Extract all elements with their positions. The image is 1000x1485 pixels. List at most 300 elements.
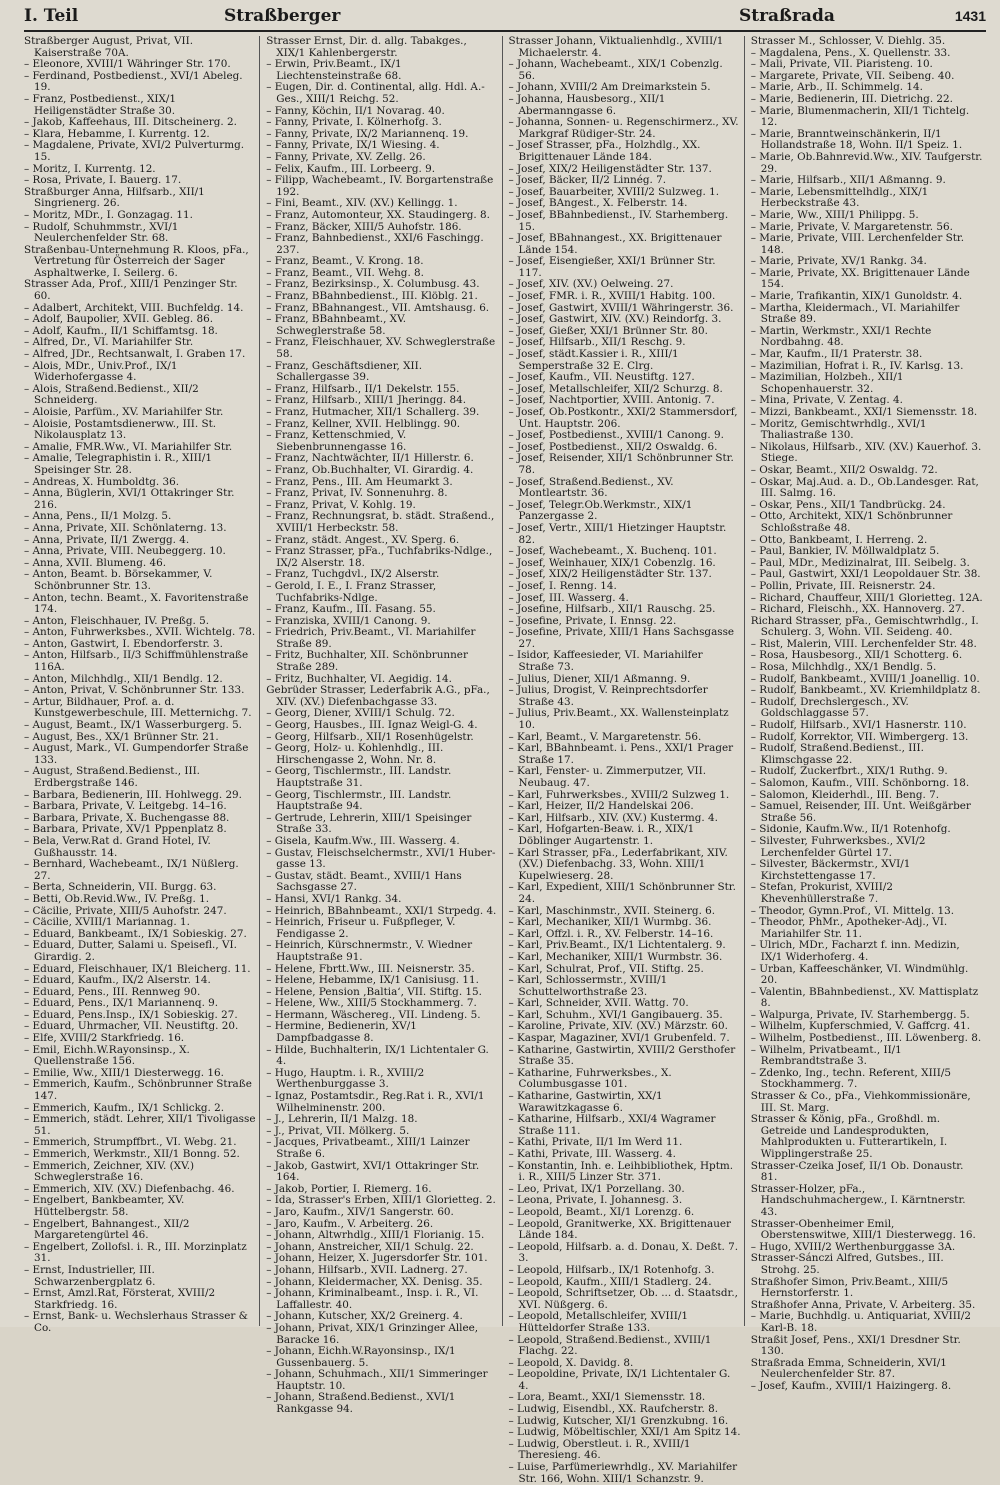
directory-entry: – Rudolf, Zuckerfbrt., XIX/1 Ruthg. 9. bbox=[750, 765, 948, 778]
directory-entry: – Emmerich, Zeichner, XIV. (XV.) Schweglerstraße 16. bbox=[24, 1159, 195, 1184]
directory-entry: Strasser Ada, Prof., XIII/1 Penzinger Str. 60. bbox=[24, 278, 238, 303]
directory-entry: – Josef, III. Wasserg. 4. bbox=[508, 591, 629, 604]
directory-entry: – Franz Strasser, pFa., Tuchfabriks-Ndlge., IX/2 Alserstr. 18. bbox=[266, 545, 493, 569]
directory-entry: – Anna, Pens., II/1 Molzg. 5. bbox=[24, 510, 172, 523]
directory-entry: – Heinrich, Friseur u. Fußpfleger, V. Fendigasse 2. bbox=[266, 916, 456, 940]
directory-entry: Strasser-Holzer, pFa., Handschuhmachergew., I. Kärntnerstr. 43. bbox=[750, 1182, 966, 1218]
directory-entry: – Jaro, Kaufm., XIV/1 Sangerstr. 60. bbox=[266, 1205, 454, 1218]
directory-entry: – Moritz, I. Kurrentg. 12. bbox=[24, 162, 156, 175]
directory-entry: Strasser Johann, Viktualienhdlg., XVIII/1 Michaelerstr. 4. bbox=[508, 35, 724, 59]
directory-entry: – Mina, Private, V. Zentag. 4. bbox=[750, 394, 903, 407]
directory-entry: – Mazimilian, Hofrat i. R., IV. Karlsg. 13. bbox=[750, 359, 964, 372]
directory-entry: – Marie, Ww., XIII/1 Philippg. 5. bbox=[750, 208, 919, 221]
directory-entry: – Emmerich, Strumpffbrt., VI. Webg. 21. bbox=[24, 1136, 237, 1149]
directory-entry: – Karl, Schlossermstr., XVIII/1 Schuttelworthstraße 23. bbox=[508, 974, 668, 998]
directory-entry: – Josef, Reisender, XII/1 Schönbrunner Str. 78. bbox=[508, 452, 734, 476]
directory-entry: – Eduard, Fleischhauer, IX/1 Bleicherg. 11. bbox=[24, 962, 251, 975]
directory-entry: – Anton, Beamt. b. Börsekammer, V. Schönbrunner Str. 13. bbox=[24, 568, 213, 592]
directory-entry: – Hugo, Hauptm. i. R., XVIII/2 Werthenburggasse 3. bbox=[266, 1066, 425, 1091]
directory-entry: – Leopold, X. Davidg. 8. bbox=[508, 1356, 634, 1369]
directory-entry: – Josef, Metallschleifer, XII/2 Schurzg. 8. bbox=[508, 382, 723, 395]
directory-entry: – Franz, Privat, V. Kohlg. 19. bbox=[266, 498, 416, 511]
directory-entry: – Emmerich, städt. Lehrer, XII/1 Tivoligasse 51. bbox=[24, 1113, 256, 1137]
directory-entry: – Ulrich, MDr., Facharzt f. inn. Medizin, IX/1 Widerhoferg. 4. bbox=[750, 939, 960, 963]
directory-entry: – Josef, Hilfsarb., XII/1 Reschg. 9. bbox=[508, 336, 686, 349]
directory-entry: – Eugen, Dir. d. Continental, allg. Hdl. A.-Ges., XIII/1 Reichg. 52. bbox=[266, 81, 485, 105]
directory-entry: – Georg, Holz- u. Kohlenhdlg., III. Hirschengasse 2, Wohn. Nr. 8. bbox=[266, 742, 444, 766]
directory-entry: – Mali, Private, VII. Piaristeng. 10. bbox=[750, 58, 933, 71]
directory-entry: – Margarete, Private, VII. Seibeng. 40. bbox=[750, 69, 955, 82]
directory-entry: – Marie, Trafikantin, XIX/1 Gunoldstr. 4. bbox=[750, 290, 963, 303]
directory-entry: – Josef, Bäcker, II/2 Linnég. 7. bbox=[508, 174, 667, 187]
directory-entry: – Josef, XIV. (XV.) Oelweing. 27. bbox=[508, 278, 674, 291]
directory-entry: – Leopold, Beamt., XI/1 Lorenzg. 6. bbox=[508, 1205, 695, 1218]
directory-entry: – Franz, BBahnangest., VII. Amtshausg. 6. bbox=[266, 301, 490, 314]
directory-entry: – Martin, Werkmstr., XXI/1 Rechte Nordbahng. 48. bbox=[750, 324, 932, 349]
directory-entry: – Anna, XVII. Blumeng. 46. bbox=[24, 556, 167, 569]
directory-entry: – Karl, Mechaniker, XII/1 Wurmbg. 36. bbox=[508, 916, 712, 929]
directory-entry: – Katharine, Hilfsarb., XXI/4 Wagramer Straße 111. bbox=[508, 1113, 716, 1137]
directory-entry: – Kathi, Private, II/1 Im Werd 11. bbox=[508, 1136, 683, 1149]
directory-entry: – Johann, Anstreicher, XII/1 Schulg. 22. bbox=[266, 1240, 474, 1253]
directory-entry: – Cäcilie, XVIII/1 Mariannag. 1. bbox=[24, 916, 190, 929]
directory-entry: – Josef, BBahnbedienst., IV. Starhemberg. 15. bbox=[508, 208, 729, 233]
directory-entry: – Karl Strasser, pFa., Lederfabrikant, XIV. (XV.) Diefenbachg. 33, Wohn. XIII/1 Kupelwieserg. 28. bbox=[508, 846, 728, 882]
directory-entry: – Heinrich, Kürschnermstr., V. Wiedner Hauptstraße 91. bbox=[266, 939, 473, 963]
directory-entry: – Franz, Hutmacher, XII/1 Schallerg. 39. bbox=[266, 406, 480, 418]
directory-entry: – Julius, Diener, XII/1 Aßmanng. 9. bbox=[508, 672, 691, 685]
directory-entry: – Johann, Kriminalbeamt., Insp. i. R., VI. Laffallestr. 40. bbox=[266, 1287, 479, 1311]
directory-entry: – Eleonore, XVIII/1 Währinger Str. 170. bbox=[24, 58, 231, 71]
directory-entry: – Josef, Kaufm., XVIII/1 Haizingerg. 8. bbox=[750, 1379, 952, 1392]
directory-entry: – Mazimilian, Holzbeh., XII/1 Schopenhauerstr. 32. bbox=[750, 371, 904, 395]
directory-entry: – Valentin, BBahnbedienst., XV. Mattisplatz 8. bbox=[750, 985, 979, 1010]
directory-entry: – Karl, Fuhrwerksbes., XVIII/2 Sulzweg 1. bbox=[508, 788, 730, 801]
directory-entry: – Franz, Tuchgdvl., IX/2 Alserstr. bbox=[266, 568, 440, 581]
directory-entry: – Franz, städt. Angest., XV. Sperg. 6. bbox=[266, 533, 460, 546]
directory-entry: – Silvester, Fuhrwerksbes., XVI/2 Lerchenfelder Gürtel 17. bbox=[750, 834, 926, 859]
directory-entry: – Eduard, Kaufm., IX/2 Alserstr. 14. bbox=[24, 974, 211, 987]
directory-entry: – Karl, Schulrat, Prof., VII. Stiftg. 25. bbox=[508, 962, 704, 975]
directory-entry: – Leopold, Hilfsarb., IX/1 Rotenhofg. 3. bbox=[508, 1263, 715, 1276]
directory-entry: – Ernst, Industrieller, III. Schwarzenbergplatz 6. bbox=[24, 1263, 156, 1288]
directory-entry: – Karl, Expedient, XIII/1 Schönbrunner Str. 24. bbox=[508, 881, 736, 905]
directory-entry: – Jaro, Kaufm., V. Arbeiterg. 26. bbox=[266, 1217, 434, 1230]
directory-entry: – Wilhelm, Postbedienst., III. Löwenberg. 8. bbox=[750, 1032, 982, 1045]
directory-entry: – Rist, Malerin, VIII. Lerchenfelder Str. 48. bbox=[750, 637, 977, 650]
directory-entry: – Hugo, XVIII/2 Werthenburggasse 3A. bbox=[750, 1240, 956, 1253]
directory-entry: – August, Beamt., IX/1 Wasserburgerg. 5. bbox=[24, 719, 242, 732]
directory-entry: – Karl, Priv.Beamt., IX/1 Lichtentalerg. 9. bbox=[508, 939, 726, 952]
directory-entry: – Rudolf, Schuhmmstr., XVI/1 Neulerchenfelder Str. 68. bbox=[24, 220, 179, 245]
directory-entry: – Adalbert, Architekt, VIII. Buchfeldg. 14. bbox=[24, 301, 244, 314]
directory-entry: – Josef, XIX/2 Heiligenstädter Str. 137. bbox=[508, 162, 712, 175]
directory-entry: – Gustav, städt. Beamt., XVIII/1 Hans Sachsgasse 27. bbox=[266, 869, 462, 894]
directory-entry: – Elfe, XVIII/2 Starkfriedg. 16. bbox=[24, 1032, 185, 1045]
directory-entry: – Josef, BBahnangest., XX. Brigittenauer Lände 154. bbox=[508, 232, 722, 256]
directory-entry: – Ludwig, Möbeltischler, XXI/1 Am Spitz 14. bbox=[508, 1426, 741, 1439]
directory-entry: – Wilhelm, Privatbeamt., II/1 Rembrandtstraße 3. bbox=[750, 1043, 902, 1068]
directory-entry: – Georg, Diener, XVIII/1 Schulg. 72. bbox=[266, 707, 455, 720]
directory-entry: – Emilie, Ww., XIII/1 Diesterwegg. 16. bbox=[24, 1066, 224, 1079]
directory-entry: – Jacques, Privatbeamt., XIII/1 Lainzer Straße 6. bbox=[266, 1136, 470, 1160]
directory-entry: – Rudolf, Bankbeamt., XVIII/1 Joanellig. 10. bbox=[750, 672, 980, 685]
directory-entry: Straßburger Anna, Hilfsarb., XII/1 Singrienerg. 26. bbox=[24, 185, 205, 210]
directory-entry: – Karl, Hofgarten-Beaw. i. R., XIX/1 Döblinger Augartenstr. 1. bbox=[508, 823, 695, 847]
directory-entry: – Nikolaus, Hilfsarb., XIV. (XV.) Kauerhof. 3. Stiege. bbox=[750, 440, 982, 465]
directory-entry: Strasser & Co., pFa., Viehkommissionäre, III. St. Marg. bbox=[750, 1090, 971, 1114]
directory-entry: – Karoline, Private, XIV. (XV.) Märzstr. 60. bbox=[508, 1020, 728, 1033]
directory-entry: – Josef, Kaufm., VII. Neustiftg. 127. bbox=[508, 371, 695, 384]
directory-entry: – Amalie, Telegraphistin i. R., XIII/1 Speisinger Str. 28. bbox=[24, 452, 212, 476]
directory-entry: – Johanna, Hausbesorg., XII/1 Abermanngasse 6. bbox=[508, 92, 666, 117]
directory-entry: – Franz, Rechnungsrat, b. städt. Straßend., XVIII/1 Herbeckstr. 58. bbox=[266, 510, 495, 534]
directory-entry: – Leopoldine, Private, IX/1 Lichtentaler G. 4. bbox=[508, 1368, 731, 1392]
directory-entry: – Marie, Bedienerin, III. Dietrichg. 22. bbox=[750, 92, 953, 105]
directory-entry: – Helene, Pension ‚Baltia‘, VII. Stiftg. 15. bbox=[266, 985, 482, 998]
directory-entry: – Katharine, Gastwirtin, XX/1 Warawitzkagasse 6. bbox=[508, 1090, 663, 1114]
directory-entry: – Franz, Fleischhauer, XV. Schweglerstraße 58. bbox=[266, 336, 496, 361]
directory-entry: – Anton, Gastwirt, I. Ebendorferstr. 3. bbox=[24, 637, 223, 650]
directory-entry: – Marie, Arb., II. Schimmelg. 14. bbox=[750, 81, 923, 94]
directory-entry: – Katharine, Fuhrwerksbes., X. Columbusgasse 101. bbox=[508, 1066, 672, 1091]
directory-entry: – Franz, Privat, IV. Sonnenuhrg. 8. bbox=[266, 487, 448, 500]
directory-entry: Straßit Josef, Pens., XXI/1 Dresdner Str. 130. bbox=[750, 1333, 961, 1358]
directory-entry: – Johanna, Sonnen- u. Regenschirmerz., XV. Markgraf Rüdiger-Str. 24. bbox=[508, 116, 739, 140]
directory-entry: – Betti, Ob.Revid.Ww., IV. Preßg. 1. bbox=[24, 892, 210, 905]
directory-entry: – Georg, Hausbes., III. Ignaz Weigl-G. 4. bbox=[266, 719, 478, 732]
directory-entry: – Eduard, Pens., IX/1 Mariannenq. 9. bbox=[24, 997, 219, 1010]
directory-entry: – Walpurga, Private, IV. Starhembergg. 5. bbox=[750, 1008, 970, 1021]
directory-entry: – Karl, Schuhm., XVI/1 Gangibauerg. 35. bbox=[508, 1008, 723, 1021]
directory-entry: – Zdenko, Ing., techn. Referent, XIII/5 Stockhammerg. 7. bbox=[750, 1066, 951, 1091]
directory-entry: Gebrüder Strasser, Lederfabrik A.G., pFa., XIV. (XV.) Diefenbachgasse 33. bbox=[266, 684, 490, 708]
directory-entry: – Barbara, Bedienerin, III. Hohlwegg. 29. bbox=[24, 788, 242, 801]
directory-entry: – Leopold, Granitwerke, XX. Brigittenauer Lände 184. bbox=[508, 1217, 732, 1242]
directory-entry: – Josef, Gastwirt, XIV. (XV.) Reindorfg. 3. bbox=[508, 313, 722, 326]
directory-entry: – Paul, MDr., Medizinalrat, III. Seibelg. 3. bbox=[750, 556, 970, 569]
directory-entry: – Josef, I. Renng. 14. bbox=[508, 579, 617, 592]
directory-entry: – Marie, Private, VIII. Lerchenfelder Str. 148. bbox=[750, 232, 965, 256]
directory-entry: – Barbara, Private, V. Leitgebg. 14–16. bbox=[24, 800, 227, 813]
directory-entry: – Jakob, Gastwirt, XVI/1 Ottakringer Str. 164. bbox=[266, 1159, 480, 1184]
directory-entry: Straßhofer Simon, Priv.Beamt., XIII/5 Hernstorferstr. 1. bbox=[750, 1275, 949, 1300]
directory-entry: – Paul, Gastwirt, XXI/1 Leopoldauer Str. 38. bbox=[750, 568, 981, 581]
directory-entry: – Anna, Private, VIII. Neubeggerg. 10. bbox=[24, 545, 226, 558]
directory-entry: – Johann, XVIII/2 Am Dreimarkstein 5. bbox=[508, 81, 711, 94]
directory-entry: – Rudolf, Bankbeamt., XV. Kriemhildplatz 8. bbox=[750, 684, 981, 697]
directory-entry: – Franz, Pens., III. Am Heumarkt 3. bbox=[266, 475, 453, 488]
directory-entry: – Marie, Branntweinschänkerin, II/1 Hollandstraße 18, Wohn. II/1 Speiz. 1. bbox=[750, 127, 963, 152]
directory-entry: – Eduard, Pens., III. Rennweg 90. bbox=[24, 985, 201, 998]
directory-entry: – Andreas, X. Humboldtg. 36. bbox=[24, 475, 180, 488]
directory-entry: – Josef, Ob.Postkontr., XXI/2 Stammersdorf, Unt. Hauptstr. 206. bbox=[508, 406, 738, 430]
directory-entry: – Helene, Fbrtt.Ww., III. Neisnerstr. 35. bbox=[266, 962, 475, 975]
column-4 bbox=[750, 35, 986, 1392]
directory-entry: – Hilde, Buchhalterin, IX/1 Lichtentaler G. 4. bbox=[266, 1043, 489, 1068]
directory-entry: – Heinrich, BBahnbeamt., XXI/1 Strpedg. 4. bbox=[266, 904, 497, 917]
directory-entry: – Barbara, Private, XV/1 Pppenplatz 8. bbox=[24, 823, 227, 836]
directory-entry: – Anton, Hilfsarb., II/3 Schiffmühlenstraße 116A. bbox=[24, 649, 249, 674]
directory-entry: – Franziska, XVIII/1 Canong. 9. bbox=[266, 614, 431, 627]
directory-entry: – Rudolf, Korrektor, VII. Wimbergerg. 13. bbox=[750, 730, 969, 743]
directory-entry: – Rudolf, Straßend.Bedienst., III. Klimschgasse 22. bbox=[750, 742, 924, 766]
directory-entry: – Ferdinand, Postbedienst., XVI/1 Abeleg. 19. bbox=[24, 69, 243, 94]
directory-entry: – Josef, Postbedienst., XVIII/1 Canong. 9. bbox=[508, 429, 724, 442]
directory-entry: – Emmerich, Kaufm., Schönbrunner Straße 147. bbox=[24, 1078, 252, 1103]
directory-entry: – Gisela, Kaufm.Ww., III. Wasserg. 4. bbox=[266, 834, 460, 847]
directory-entry: – Hermine, Bedienerin, XV/1 Dampfbadgasse 8. bbox=[266, 1020, 417, 1045]
directory-entry: – Franz, Bahnbedienst., XXI/6 Faschingg. 237. bbox=[266, 232, 484, 256]
directory-entry: – Magdalena, Pens., X. Quellenstr. 33. bbox=[750, 46, 951, 59]
directory-entry: – Eduard, Uhrmacher, VII. Neustiftg. 20. bbox=[24, 1020, 239, 1033]
directory-entry: – Josef, städt.Kassier i. R., XIII/1 Semperstraße 32 E. Clrg. bbox=[508, 348, 679, 372]
directory-entry: – Josef, Vertr., XIII/1 Hietzinger Hauptstr. 82. bbox=[508, 521, 727, 546]
directory-entry: – Leopold, Metallschleifer, XVIII/1 Hütteldorfer Straße 133. bbox=[508, 1310, 688, 1334]
column-2 bbox=[266, 35, 502, 1416]
directory-entry: Strasser M., Schlosser, V. Diehlg. 35. bbox=[750, 35, 946, 47]
directory-entry: – Josefine, Hilfsarb., XII/1 Rauschg. 25. bbox=[508, 603, 716, 616]
directory-entry: – Anton, Fleischhauer, IV. Preßg. 5. bbox=[24, 614, 210, 627]
column-1 bbox=[24, 35, 260, 1334]
directory-entry: – Oskar, Maj.Aud. a. D., Ob.Landesger. Rat, III. Salmg. 16. bbox=[750, 475, 979, 500]
directory-entry: – Mar, Kaufm., II/1 Praterstr. 38. bbox=[750, 348, 923, 361]
directory-entry: – Josef, Wachebeamt., X. Buchenq. 101. bbox=[508, 545, 717, 558]
directory-entry: – Gustav, Fleischselchermstr., XVI/1 Huber-gasse 13. bbox=[266, 846, 496, 871]
directory-entry: – Eduard, Bankbeamt., IX/1 Sobieskig. 27. bbox=[24, 927, 247, 940]
directory-entry: – Franz, Hilfsarb., XIII/1 Jheringg. 84. bbox=[266, 394, 467, 407]
directory-entry: – Marie, Buchhdlg. u. Antiquariat, XVIII/2 Karl-B. 18. bbox=[750, 1310, 972, 1334]
directory-entry: – August, Bes., XX/1 Brünner Str. 21. bbox=[24, 730, 219, 743]
directory-entry: – Johann, Schuhmach., XII/1 Simmeringer Hauptstr. 10. bbox=[266, 1368, 488, 1392]
directory-entry: – Rudolf, Drechslergesch., XV. Goldschlaggasse 57. bbox=[750, 695, 909, 720]
directory-entry: Straßhofer Anna, Private, V. Arbeiterg. 35. bbox=[750, 1298, 976, 1311]
directory-entry: – Johann, Altwrhdlg., XIII/1 Florianig. 15. bbox=[266, 1229, 485, 1242]
directory-entry: – Johann, Eichh.W.Rayonsinsp., IX/1 Gussenbauerg. 5. bbox=[266, 1345, 456, 1369]
directory-entry: – Fanny, Private, IX/2 Mariannenq. 19. bbox=[266, 127, 469, 140]
column-container bbox=[24, 35, 986, 1485]
directory-entry: – Karl, Beamt., V. Margaretenstr. 56. bbox=[508, 730, 702, 743]
directory-entry: – Bela, Verw.Rat d. Grand Hotel, IV. Gußhausstr. 14. bbox=[24, 834, 211, 859]
directory-entry: – Ida, Strasser's Erben, XIII/1 Glorietteg. 2. bbox=[266, 1194, 496, 1207]
directory-entry: – Leona, Private, I. Johannesg. 3. bbox=[508, 1194, 683, 1207]
directory-entry: – Fanny, Private, XV. Zellg. 26. bbox=[266, 150, 426, 163]
directory-entry: – Urban, Kaffeeschänker, VI. Windmühlg. 20. bbox=[750, 962, 969, 987]
directory-entry: – J., Privat, VII. Mölkerg. 5. bbox=[266, 1124, 410, 1137]
directory-entry: – Salomon, Kaufm., VIII. Schönborng. 18. bbox=[750, 777, 970, 789]
directory-entry: – Karl, Schneider, XVII. Wattg. 70. bbox=[508, 997, 689, 1010]
page-number: 1431 bbox=[954, 8, 986, 24]
directory-entry: – Franz, Postbedienst., XIX/1 Heiligenstädter Straße 30. bbox=[24, 92, 177, 117]
directory-entry: – Bernhard, Wachebeamt., IX/1 Nüßlerg. 27. bbox=[24, 858, 239, 882]
directory-entry: – Emmerich, Werkmstr., XII/1 Bonng. 52. bbox=[24, 1148, 240, 1160]
directory-entry: – Johann, Privat, XIX/1 Grinzinger Allee, Baracke 16. bbox=[266, 1321, 479, 1346]
directory-entry: – Josef, Gießer, XXI/1 Brünner Str. 80. bbox=[508, 324, 708, 337]
directory-entry: – J., Lehrerin, II/1 Malzg. 18. bbox=[266, 1113, 418, 1126]
directory-entry: – Adolf, Kaufm., II/1 Schiffamtsg. 18. bbox=[24, 324, 218, 337]
directory-entry: – Otto, Bankbeamt, I. Herreng. 2. bbox=[750, 533, 928, 546]
directory-entry: Straßenbau-Unternehmung R. Kloos, pFa., Vertretung für Österreich der Sager Asphaltwerke, I. Seilerg. 6. bbox=[24, 243, 249, 279]
directory-entry: – Josefine, Private, XIII/1 Hans Sachsgasse 27. bbox=[508, 626, 735, 650]
directory-entry: Strasser-Sánczi Alfred, Gutsbes., III. Strohg. 25. bbox=[750, 1252, 944, 1276]
directory-entry: Strasser-Czeika Josef, II/1 Ob. Donaustr. 81. bbox=[750, 1159, 964, 1184]
directory-entry: – Oskar, Pens., XII/1 Tandbrückg. 24. bbox=[750, 498, 946, 511]
directory-entry: – Franz, BBahnbeamt., XV. Schweglerstraße 58. bbox=[266, 313, 407, 337]
left-guide-word: Straßberger bbox=[224, 6, 341, 26]
directory-entry: – Franz, Nachtwächter, II/1 Hillerstr. 6. bbox=[266, 452, 474, 465]
directory-entry: – Johann, Straßend.Bedienst., XVI/1 Rankgasse 94. bbox=[266, 1391, 456, 1416]
directory-entry: – Gerold, I. E., I. Franz Strasser, Tuchfabriks-Ndlge. bbox=[266, 579, 437, 604]
directory-entry: – Cäcilie, Private, XIII/5 Auhofstr. 247. bbox=[24, 904, 227, 917]
directory-entry: – Anton, Milchhdlg., XII/1 Bendlg. 12. bbox=[24, 672, 223, 685]
directory-entry: – Leopold, Schriftsetzer, Ob. ... d. Staatsdr., XVI. Nüßgerg. 6. bbox=[508, 1287, 738, 1311]
directory-entry: – Kaspar, Magaziner, XVI/1 Grubenfeld. 7. bbox=[508, 1032, 730, 1045]
directory-entry: – Leopold, Straßend.Bedienst., XVIII/1 Flachg. 22. bbox=[508, 1333, 712, 1358]
directory-entry: – Karl, Hilfsarb., XIV. (XV.) Kustermg. 4. bbox=[508, 811, 718, 824]
directory-entry: – Berta, Schneiderin, VII. Burgg. 63. bbox=[24, 881, 217, 894]
directory-entry: – Josef, Straßend.Bedienst., XV. Montleartstr. 36. bbox=[508, 475, 674, 500]
directory-entry: – Franz, Automonteur, XX. Staudingerg. 8. bbox=[266, 208, 490, 221]
directory-entry: – Konstantin, Inh. e. Leihbibliothek, Hptm. i. R., XIII/5 Linzer Str. 371. bbox=[508, 1159, 734, 1184]
directory-entry: – August, Mark., VI. Gumpendorfer Straße 133. bbox=[24, 742, 249, 766]
directory-entry: – Johann, Heizer, X. Jugersdorfer Str. 101. bbox=[266, 1252, 488, 1265]
directory-entry: – Leo, Privat, IX/1 Porzellang. 30. bbox=[508, 1182, 685, 1195]
directory-entry: – Felix, Kaufm., III. Lorbeerg. 9. bbox=[266, 162, 436, 175]
directory-entry: Straßberger August, Privat, VII. Kaiserstraße 70A. bbox=[24, 35, 194, 59]
directory-entry: – Helene, Ww., XIII/5 Stockhammerg. 7. bbox=[266, 997, 477, 1010]
directory-entry: – Josef, FMR. i. R., XVIII/1 Habitg. 100. bbox=[508, 290, 716, 303]
directory-entry: – Otto, Architekt, XIX/1 Schönbrunner Schloßstraße 48. bbox=[750, 510, 953, 534]
directory-entry: – Anton, Privat, V. Schönbrunner Str. 133. bbox=[24, 684, 245, 697]
directory-entry: – Franz, Kellner, XVII. Helblingg. 90. bbox=[266, 417, 461, 430]
directory-entry: – Erwin, Priv.Beamt., IX/1 Liechtensteinstraße 68. bbox=[266, 58, 402, 82]
directory-entry: Strasser Ernst, Dir. d. allg. Tabakges., XIX/1 Kahlenbergerstr. bbox=[266, 35, 467, 59]
directory-entry: Richard Strasser, pFa., Gemischtwrhdlg., I. Schulerg. 3, Wohn. VII. Seideng. 40. bbox=[750, 614, 979, 639]
directory-entry: – Johann, Hilfsarb., XVII. Ladnerg. 27. bbox=[266, 1263, 468, 1276]
directory-entry: – Fanny, Private, IX/1 Wiesing. 4. bbox=[266, 139, 440, 152]
directory-entry: – Josef, XIX/2 Heiligenstädter Str. 137. bbox=[508, 568, 712, 581]
directory-entry: – Johann, Kleidermacher, XX. Denisg. 35. bbox=[266, 1275, 483, 1288]
directory-entry: – Fanny, Private, I. Kölnerhofg. 3. bbox=[266, 116, 442, 129]
directory-entry: – Marie, Private, V. Margaretenstr. 56. bbox=[750, 220, 953, 233]
directory-entry: – Josef, Gastwirt, XVIII/1 Währingerstr. 36. bbox=[508, 301, 734, 314]
directory-entry: – Engelbert, Bahnangest., XII/2 Margaretengürtel 46. bbox=[24, 1217, 190, 1242]
directory-entry: Strasser-Obenheimer Emil, Oberstenswitwe, XIII/1 Diesterwegg. 16. bbox=[750, 1217, 976, 1242]
directory-entry: – Magdalene, Private, XVI/2 Pulverturmg. 15. bbox=[24, 139, 245, 163]
directory-entry: – Moritz, Gemischtwrhdlg., XVI/1 Thaliastraße 130. bbox=[750, 417, 927, 442]
directory-entry: – Emmerich, Kaufm., IX/1 Schlickg. 2. bbox=[24, 1101, 225, 1114]
directory-entry: – Martha, Kleidermach., VI. Mariahilfer Straße 89. bbox=[750, 301, 960, 326]
directory-entry: – Amalie, FMR.Ww., VI. Mariahilfer Str. bbox=[24, 440, 233, 453]
directory-entry: – Leopold, Hilfsarb. a. d. Donau, X. Deßt. 7. 3. bbox=[508, 1240, 739, 1265]
directory-entry: – Marie, Private, XV/1 Rankg. 34. bbox=[750, 255, 927, 268]
directory-entry: – Alfred, JDr., Rechtsanwalt, I. Graben 17. bbox=[24, 348, 246, 361]
directory-entry: – Josef, Bauarbeiter, XVIII/2 Sulzweg. 1. bbox=[508, 185, 719, 198]
directory-entry: – Ludwig, Eisendbl., XX. Raufcherstr. 8. bbox=[508, 1403, 719, 1416]
directory-entry: – Ernst, Bank- u. Wechslerhaus Strasser & Co. bbox=[24, 1310, 248, 1334]
directory-entry: – Adolf, Baupolier, XVII. Gebleg. 86. bbox=[24, 313, 214, 326]
directory-entry: – Silvester, Bäckermstr., XVI/1 Kirchstettengasse 17. bbox=[750, 858, 911, 882]
directory-entry: – Franz, BBahnbedienst., III. Klöblg. 21. bbox=[266, 290, 478, 303]
directory-entry: – Johann, Wachebeamt., XIX/1 Cobenzlg. 56. bbox=[508, 58, 723, 82]
directory-entry: – Anna, Private, II/1 Zwergg. 4. bbox=[24, 533, 190, 546]
directory-entry: – Franz, Ob.Buchhalter, VI. Girardig. 4. bbox=[266, 463, 474, 476]
directory-entry: – Wilhelm, Kupferschmied, V. Gaffcrg. 41. bbox=[750, 1020, 971, 1033]
directory-entry: – Aloisie, Parfüm., XV. Mariahilfer Str. bbox=[24, 406, 224, 418]
directory-entry: – Oskar, Beamt., XII/2 Oswaldg. 72. bbox=[750, 463, 938, 476]
directory-entry: – Rosa, Hausbesorg., XII/1 Schotterg. 6. bbox=[750, 649, 963, 662]
directory-entry: – Johann, Kutscher, XX/2 Greinerg. 4. bbox=[266, 1310, 463, 1323]
directory-entry: – Eduard, Pens.Insp., IX/1 Sobieskig. 27. bbox=[24, 1008, 238, 1021]
directory-entry: – Josef, Nachtportier, XVIII. Antonig. 7. bbox=[508, 394, 715, 407]
directory-entry: – Luise, Parfümeriewrhdlg., XV. Mariahilfer Str. 166, Wohn. XIII/1 Schanzstr. 9. bbox=[508, 1461, 738, 1485]
directory-entry: – Barbara, Private, X. Buchengasse 88. bbox=[24, 811, 230, 824]
directory-entry: – Theodor, PhMr., Apotheker-Adj., VI. Mariahilfer Str. 11. bbox=[750, 916, 948, 940]
directory-entry: – Anna, Büglerin, XVI/1 Ottakringer Str. 216. bbox=[24, 487, 235, 511]
directory-entry: – Julius, Priv.Beamt., XX. Wallensteinplatz 10. bbox=[508, 707, 729, 732]
directory-entry: – Marie, Lebensmittelhdlg., XIX/1 Herbeckstraße 43. bbox=[750, 185, 929, 210]
directory-entry: – Marie, Ob.Bahnrevid.Ww., XIV. Taufgerstr. 29. bbox=[750, 150, 983, 175]
directory-entry: – Marie, Private, XX. Brigittenauer Lände 154. bbox=[750, 266, 970, 291]
directory-entry: – Georg, Tischlermstr., III. Landstr. Hauptstraße 94. bbox=[266, 788, 452, 813]
directory-entry: – Hansi, XVI/1 Rankg. 34. bbox=[266, 892, 402, 905]
directory-entry: Straßrada Emma, Schneiderin, XVI/1 Neulerchenfelder Str. 87. bbox=[750, 1356, 947, 1381]
directory-entry: – Artur, Bildhauer, Prof. a. d. Kunstgewerbeschule, III. Metternichg. 7. bbox=[24, 695, 252, 720]
directory-entry: – Gertrude, Lehrerin, XIII/1 Speisinger Straße 33. bbox=[266, 811, 472, 836]
directory-entry: – Engelbert, Zollofsl. i. R., III. Morzinplatz 31. bbox=[24, 1240, 247, 1265]
directory-entry: – Alfred, Dr., VI. Mariahilfer Str. bbox=[24, 336, 194, 349]
directory-entry: – Julius, Drogist, V. Reinprechtsdorfer Straße 43. bbox=[508, 684, 708, 708]
right-guide-word: Straßrada bbox=[738, 6, 835, 26]
directory-entry: – Alois, Straßend.Bedienst., XII/2 Schneiderg. bbox=[24, 382, 199, 407]
directory-entry: – Kathi, Private, III. Wasserg. 4. bbox=[508, 1148, 676, 1160]
directory-entry: – Ludwig, Oberstleut. i. R., XVIII/1 Theresieng. 46. bbox=[508, 1437, 691, 1462]
directory-entry: – Helene, Hebamme, IX/1 Canisiusg. 11. bbox=[266, 974, 479, 987]
directory-entry: – Aloisie, Postamtsdienerww., III. St. Nikolausplatz 13. bbox=[24, 417, 217, 442]
directory-entry: – Ludwig, Kutscher, XI/1 Grenzkubng. 16. bbox=[508, 1414, 729, 1427]
directory-entry: – Rosa, Private, I. Bauerg. 17. bbox=[24, 174, 182, 187]
directory-entry: – Franz, Bäcker, XIII/5 Auhofstr. 186. bbox=[266, 220, 462, 233]
directory-entry: – Moritz, MDr., I. Gonzagag. 11. bbox=[24, 208, 193, 221]
directory-entry: – Richard, Fleischh., XX. Hannoverg. 27. bbox=[750, 603, 965, 616]
directory-entry: – Klara, Hebamme, I. Kurrentg. 12. bbox=[24, 127, 210, 140]
directory-entry: – Katharine, Gastwirtin, XVIII/2 Gersthofer Straße 35. bbox=[508, 1043, 736, 1068]
directory-entry: – Karl, BBahnbeamt. i. Pens., XXI/1 Prager Straße 17. bbox=[508, 742, 734, 766]
directory-entry: – Georg, Tischlermstr., III. Landstr. Hauptstraße 31. bbox=[266, 765, 452, 789]
directory-entry: – Franz, Hilfsarb., II/1 Dekelstr. 155. bbox=[266, 382, 460, 395]
directory-entry: – Josefine, Private, I. Ennsg. 22. bbox=[508, 614, 677, 627]
directory-entry: – Filipp, Wachebeamt., IV. Borgartenstraße 192. bbox=[266, 174, 494, 198]
directory-entry: – Samuel, Reisender, III. Unt. Weißgärber Straße 56. bbox=[750, 800, 971, 824]
column-3 bbox=[508, 35, 745, 1485]
directory-entry: – Paul, Bankier, IV. Möllwaldplatz 5. bbox=[750, 545, 940, 558]
directory-entry: – Georg, Hilfsarb., XII/1 Rosenhügelstr. bbox=[266, 730, 474, 743]
directory-entry: – Richard, Chauffeur, XIII/1 Glorietteg. 12A. bbox=[750, 591, 983, 604]
directory-entry: – Josef Strasser, pFa., Holzhdlg., XX. Brigittenauer Lände 184. bbox=[508, 139, 701, 163]
directory-entry: – Franz, Kettenschmied, V. Siebenbrunnengasse 16. bbox=[266, 429, 407, 453]
directory-entry: – Stefan, Prokurist, XVIII/2 Khevenhüllerstraße 7. bbox=[750, 881, 893, 905]
directory-entry: – Josef, Weinhauer, XIX/1 Cobenzlg. 16. bbox=[508, 556, 716, 569]
directory-entry: – Karl, Fenster- u. Zimmerputzer, VII. Neubaug. 47. bbox=[508, 765, 707, 789]
directory-entry: – Friedrich, Priv.Beamt., VI. Mariahilfer Straße 89. bbox=[266, 626, 476, 650]
directory-entry: – Theodor, Gymn.Prof., VI. Mittelg. 13. bbox=[750, 904, 955, 917]
directory-entry: – Eduard, Dutter, Salami u. Speisefl., VI. Girardig. 2. bbox=[24, 939, 237, 963]
directory-entry: – Emmerich, XIV. (XV.) Diefenbachg. 46. bbox=[24, 1182, 235, 1195]
directory-entry: – Salomon, Kleiderhdl., III. Beng. 7. bbox=[750, 788, 940, 801]
directory-entry: – Hermann, Wäschereg., VII. Lindeng. 5. bbox=[266, 1008, 481, 1021]
directory-entry: – Jakob, Portier, I. Riemerg. 16. bbox=[266, 1182, 432, 1195]
directory-entry: – August, Straßend.Bedienst., III. Erdbergstraße 146. bbox=[24, 765, 200, 789]
